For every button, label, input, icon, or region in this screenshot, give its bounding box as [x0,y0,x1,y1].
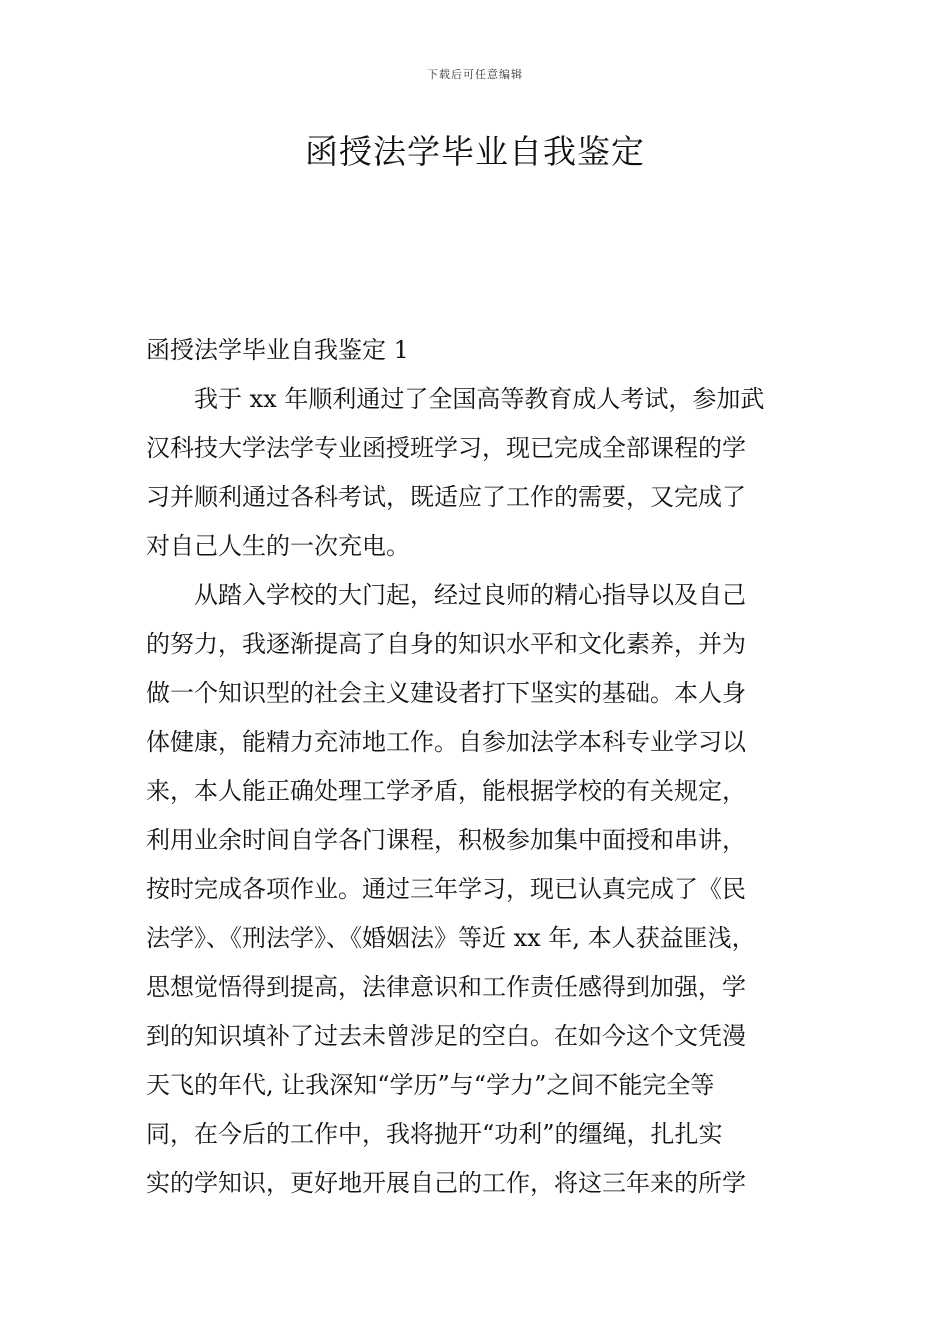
text-line: 体健康，能精力充沛地工作。自参加法学本科专业学习以 [146,728,746,756]
header-note: 下载后可任意编辑 [427,68,523,81]
text-line: 思想觉悟得到提高，法律意识和工作责任感得到加强，学 [146,973,746,1001]
text-line: 对自己人生的一次充电。 [146,532,410,560]
document-title: 函授法学毕业自我鉴定 [305,132,645,171]
text-line: 我于 xx 年顺利通过了全国高等教育成人考试，参加武 [146,385,765,413]
text-line: 法学》、《刑法学》、《婚姻法》等近 xx 年, 本人获益匪浅， [146,924,756,952]
paragraph-1 [146,375,810,571]
text-line: 到的知识填补了过去未曾涉足的空白。在如今这个文凭漫 [146,1022,746,1050]
paragraph-2 [146,571,810,1208]
text-line: 习并顺利通过各科考试，既适应了工作的需要，又完成了 [146,483,746,511]
text-line: 做一个知识型的社会主义建设者打下坚实的基础。本人身 [146,679,746,707]
text-line: 天飞的年代, 让我深知“学历”与“学力”之间不能完全等 [146,1071,715,1099]
document-body [146,326,810,1208]
text-line: 的努力，我逐渐提高了自身的知识水平和文化素养，并为 [146,630,746,658]
text-line: 从踏入学校的大门起，经过良师的精心指导以及自己 [146,581,746,609]
text-line: 来，本人能正确处理工学矛盾，能根据学校的有关规定， [146,777,746,805]
text-line: 按时完成各项作业。通过三年学习，现已认真完成了《民 [146,875,746,903]
section-heading: 函授法学毕业自我鉴定 1 [146,336,409,364]
text-line: 同，在今后的工作中，我将抛开“功利”的缰绳，扎扎实 [146,1120,723,1148]
text-line: 实的学知识，更好地开展自己的工作，将这三年来的所学 [146,1169,746,1197]
text-line: 利用业余时间自学各门课程，积极参加集中面授和串讲， [146,826,746,854]
text-line: 汉科技大学法学专业函授班学习，现已完成全部课程的学 [146,434,746,462]
